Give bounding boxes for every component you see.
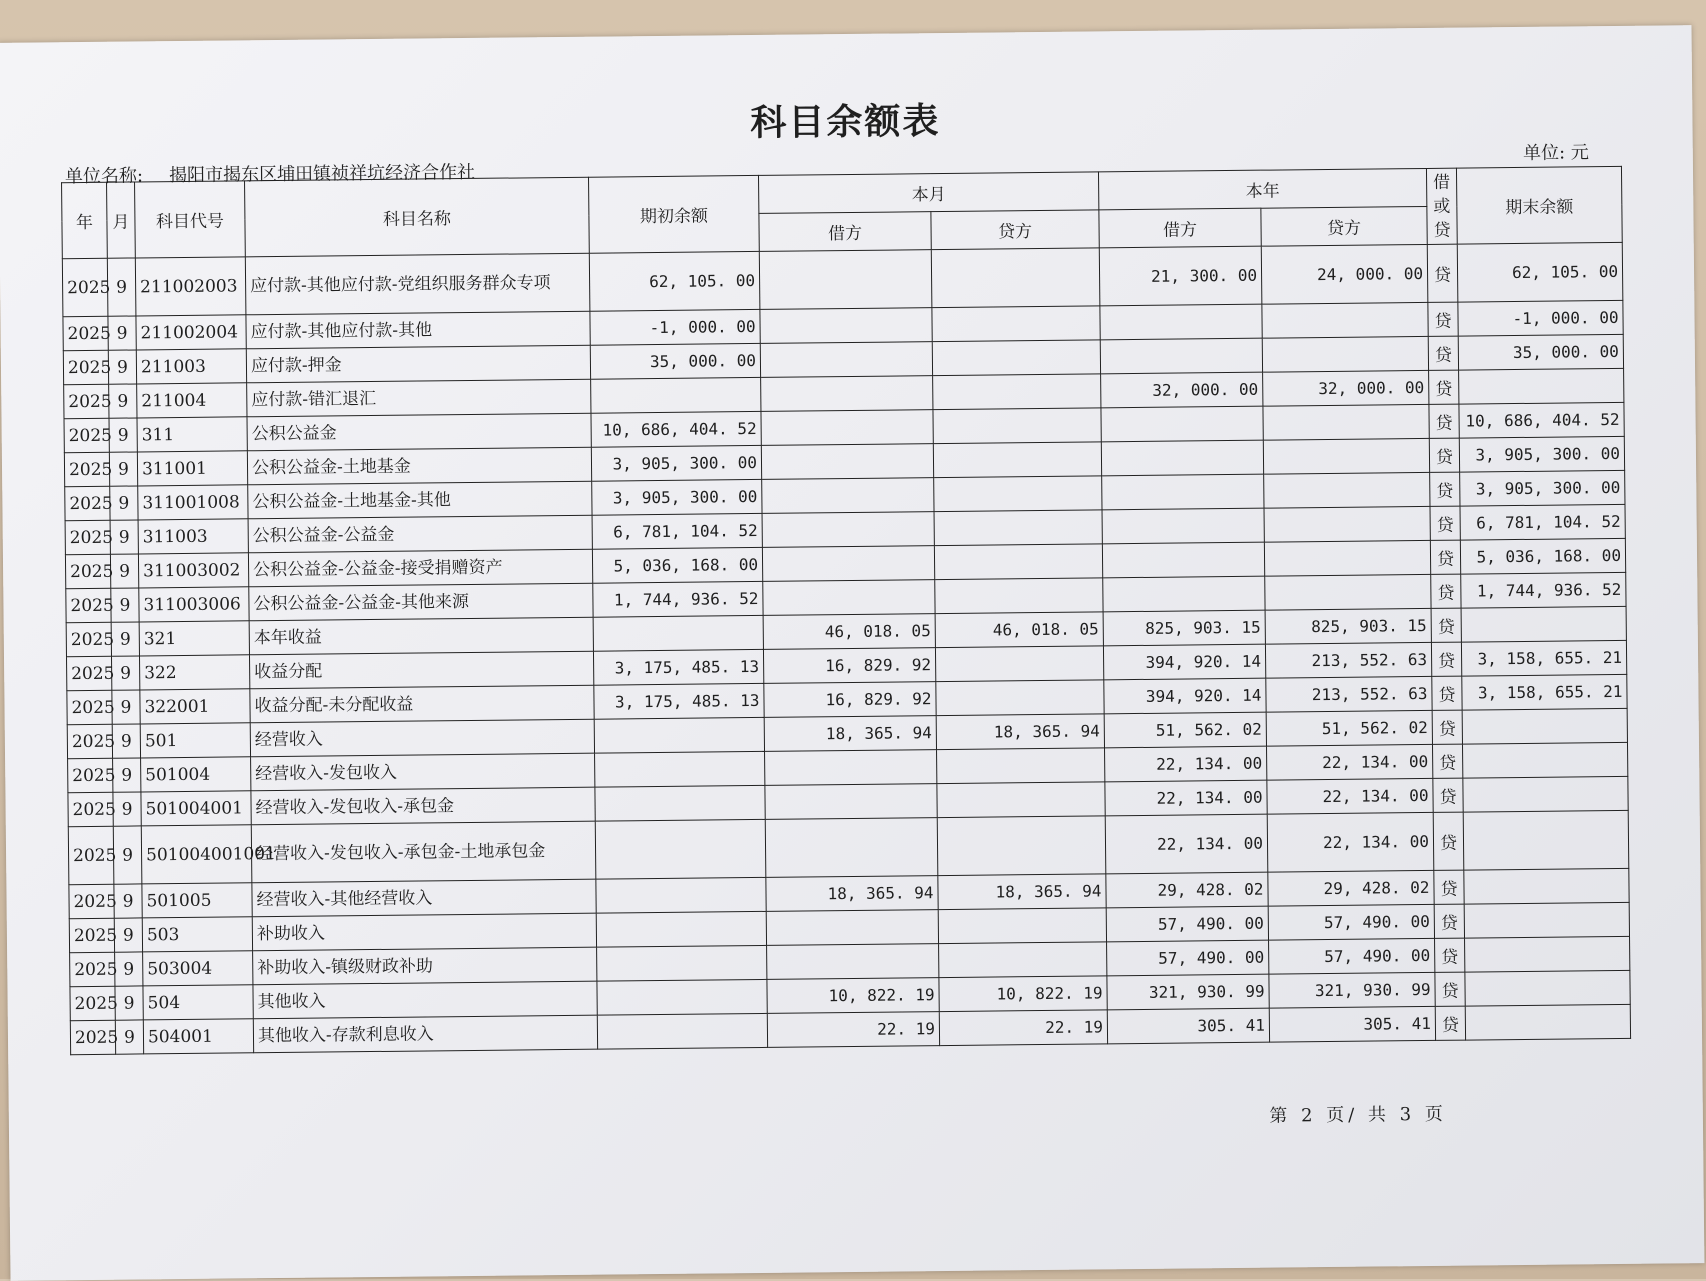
cell-month-credit (932, 306, 1100, 342)
cell-year-credit (1263, 404, 1429, 440)
cell-name: 经营收入-发包收入-承包金-土地承包金 (251, 821, 596, 883)
cell-month: 9 (115, 986, 143, 1020)
cell-code: 211002004 (136, 315, 246, 350)
cell-year: 2025 (66, 656, 111, 690)
cell-opening: 3, 905, 300. 00 (591, 445, 761, 481)
header-name: 科目名称 (245, 177, 590, 257)
cell-year-debit: 394, 920. 14 (1104, 678, 1266, 714)
cell-year-debit (1101, 440, 1263, 476)
cell-year-debit: 51, 562. 02 (1104, 712, 1266, 748)
cell-year: 2025 (65, 520, 110, 554)
header-closing: 期末余额 (1456, 166, 1622, 244)
cell-direction: 贷 (1434, 904, 1464, 938)
header-year-credit: 贷方 (1261, 206, 1427, 246)
cell-opening: 3, 905, 300. 00 (592, 479, 762, 515)
cell-month-credit (933, 374, 1101, 410)
cell-name: 收益分配-未分配收益 (250, 685, 594, 723)
cell-direction: 贷 (1431, 642, 1461, 676)
cell-opening (595, 751, 765, 787)
cell-closing: 1, 744, 936. 52 (1461, 572, 1626, 608)
cell-month: 9 (113, 826, 142, 884)
cell-month: 9 (109, 418, 137, 452)
cell-year: 2025 (66, 622, 111, 656)
cell-name: 公积公益金-土地基金-其他 (248, 481, 592, 519)
cell-opening: 6, 781, 104. 52 (592, 513, 762, 549)
cell-year-debit: 305. 41 (1107, 1008, 1269, 1044)
cell-code: 504001 (143, 1019, 253, 1054)
cell-opening (595, 785, 765, 821)
cell-name: 公积公益金-公益金-其他来源 (249, 583, 593, 621)
cell-year-credit (1264, 540, 1430, 576)
cell-month: 9 (111, 588, 139, 622)
cell-name: 经营收入-发包收入-承包金 (251, 787, 595, 825)
cell-direction: 贷 (1430, 472, 1460, 506)
cell-code: 211003 (136, 349, 246, 384)
cell-year-debit: 32, 000. 00 (1101, 372, 1263, 408)
cell-year-debit: 57, 490. 00 (1107, 940, 1269, 976)
cell-opening: 5, 036, 168. 00 (592, 547, 762, 583)
cell-year-credit: 29, 428. 02 (1268, 870, 1434, 906)
cell-month-debit: 10, 822. 19 (767, 978, 939, 1014)
cell-month-credit: 46, 018. 05 (935, 612, 1103, 648)
cell-year-debit (1101, 406, 1263, 442)
header-this-year: 本年 (1098, 168, 1426, 209)
cell-direction: 贷 (1428, 302, 1458, 336)
cell-month: 9 (111, 622, 139, 656)
cell-name: 本年收益 (249, 617, 593, 655)
cell-opening (593, 615, 763, 651)
cell-year: 2025 (68, 792, 113, 826)
cell-year-debit (1102, 542, 1264, 578)
cell-month: 9 (108, 350, 136, 384)
cell-opening (596, 877, 766, 913)
cell-year: 2025 (68, 758, 113, 792)
header-opening: 期初余额 (589, 175, 760, 253)
cell-month-credit (934, 476, 1102, 512)
cell-year-credit (1265, 574, 1431, 610)
cell-year: 2025 (62, 258, 108, 316)
cell-closing: 3, 905, 300. 00 (1460, 470, 1625, 506)
cell-code: 501004001001 (141, 825, 252, 884)
cell-month-credit (937, 782, 1105, 818)
cell-year: 2025 (67, 690, 112, 724)
cell-code: 311003002 (138, 553, 248, 588)
cell-month: 9 (108, 316, 136, 350)
cell-year-credit: 213, 552. 63 (1265, 642, 1431, 678)
cell-year: 2025 (64, 452, 109, 486)
cell-year: 2025 (67, 724, 112, 758)
unit-name-value: 揭阳市揭东区埔田镇祯祥坑经济合作社 (168, 161, 476, 187)
report-title: 科目余额表 (750, 100, 941, 145)
cell-month-credit (937, 748, 1105, 784)
cell-month-credit (934, 544, 1102, 580)
cell-month-credit (936, 680, 1104, 716)
cell-year: 2025 (70, 986, 115, 1020)
cell-opening (596, 911, 766, 947)
cell-name: 应付款-其他应付款-党组织服务群众专项 (245, 253, 590, 315)
cell-month-credit (932, 340, 1100, 376)
cell-year-debit (1100, 338, 1262, 374)
cell-direction: 贷 (1435, 938, 1465, 972)
cell-month-debit (760, 342, 932, 378)
cell-closing: 5, 036, 168. 00 (1460, 538, 1625, 574)
cell-year: 2025 (69, 918, 114, 952)
cell-opening (595, 819, 766, 879)
cell-code: 322 (139, 655, 249, 690)
header-year-debit: 借方 (1099, 208, 1261, 248)
header-direction: 借或贷 (1426, 168, 1457, 244)
cell-closing (1461, 606, 1626, 642)
cell-opening: 3, 175, 485. 13 (593, 649, 763, 685)
cell-code: 211002003 (135, 257, 246, 316)
cell-year-credit: 57, 490. 00 (1269, 938, 1435, 974)
cell-closing (1464, 902, 1629, 938)
cell-month: 9 (107, 258, 136, 316)
cell-month-debit: 22. 19 (767, 1012, 939, 1048)
cell-direction: 贷 (1427, 244, 1458, 302)
cell-month-debit (762, 478, 934, 514)
cell-name: 经营收入-发包收入 (251, 753, 595, 791)
cell-month-credit: 22. 19 (939, 1010, 1107, 1046)
cell-year-credit: 22, 134. 00 (1267, 778, 1433, 814)
cell-opening (591, 377, 761, 413)
cell-month-debit: 18, 365. 94 (764, 716, 936, 752)
cell-opening (594, 717, 764, 753)
ledger-body (62, 242, 1630, 1054)
cell-direction: 贷 (1430, 506, 1460, 540)
cell-year-debit: 29, 428. 02 (1106, 872, 1268, 908)
cell-closing (1464, 868, 1629, 904)
cell-closing: 3, 158, 655. 21 (1462, 674, 1627, 710)
cell-month-debit (765, 750, 937, 786)
cell-name: 经营收入 (250, 719, 594, 757)
cell-year-debit: 22, 134. 00 (1105, 780, 1267, 816)
cell-closing: 3, 905, 300. 00 (1459, 436, 1624, 472)
cell-year-debit (1102, 508, 1264, 544)
currency-unit: 单位: 元 (1522, 142, 1589, 164)
cell-month: 9 (109, 452, 137, 486)
cell-closing (1462, 742, 1627, 778)
cell-month: 9 (113, 758, 141, 792)
cell-opening: 62, 105. 00 (589, 251, 760, 311)
cell-month: 9 (110, 520, 138, 554)
cell-year-credit: 213, 552. 63 (1266, 676, 1432, 712)
cell-month: 9 (115, 952, 143, 986)
cell-month-debit (759, 250, 932, 310)
cell-name: 经营收入-其他经营收入 (252, 879, 596, 917)
cell-opening: 1, 744, 936. 52 (593, 581, 763, 617)
cell-year: 2025 (63, 350, 108, 384)
cell-code: 311001 (137, 451, 247, 486)
cell-year-credit: 22, 134. 00 (1267, 812, 1434, 872)
cell-month-credit (934, 510, 1102, 546)
cell-month-credit: 18, 365. 94 (938, 874, 1106, 910)
cell-closing: 62, 105. 00 (1457, 242, 1623, 302)
cell-year-debit (1100, 304, 1262, 340)
cell-year-debit: 57, 490. 00 (1106, 906, 1268, 942)
cell-closing (1463, 776, 1628, 812)
paper-sheet (0, 25, 1704, 1281)
cell-month-debit (762, 512, 934, 548)
cell-year: 2025 (64, 384, 109, 418)
header-this-month: 本月 (758, 172, 1098, 214)
cell-direction: 贷 (1429, 370, 1459, 404)
cell-year-credit: 57, 490. 00 (1268, 904, 1434, 940)
cell-opening (597, 1013, 767, 1049)
cell-closing (1465, 1004, 1630, 1040)
cell-month-debit (766, 910, 938, 946)
cell-closing (1465, 936, 1630, 972)
balance-table (61, 166, 1631, 1055)
cell-year-debit: 22, 134. 00 (1105, 814, 1268, 874)
cell-month: 9 (115, 1020, 143, 1054)
cell-code: 311003 (138, 519, 248, 554)
cell-direction: 贷 (1435, 1006, 1465, 1040)
cell-direction: 贷 (1433, 778, 1463, 812)
cell-name: 收益分配 (249, 651, 593, 689)
cell-month-credit (938, 908, 1106, 944)
cell-month-debit: 16, 829. 92 (763, 648, 935, 684)
cell-closing: 6, 781, 104. 52 (1460, 504, 1625, 540)
cell-year-credit: 825, 903. 15 (1265, 608, 1431, 644)
cell-month: 9 (111, 656, 139, 690)
cell-direction: 贷 (1434, 870, 1464, 904)
cell-month-credit (935, 578, 1103, 614)
cell-opening: 3, 175, 485. 13 (594, 683, 764, 719)
cell-direction: 贷 (1431, 608, 1461, 642)
cell-month: 9 (114, 918, 142, 952)
cell-direction: 贷 (1428, 336, 1458, 370)
cell-name: 应付款-错汇退汇 (247, 379, 591, 417)
cell-direction: 贷 (1433, 812, 1464, 870)
cell-month-credit: 18, 365. 94 (936, 714, 1104, 750)
cell-month-credit (933, 442, 1101, 478)
cell-code: 311 (137, 417, 247, 452)
cell-opening: -1, 000. 00 (590, 309, 760, 345)
cell-code: 503004 (143, 951, 253, 986)
cell-month-credit: 10, 822. 19 (939, 976, 1107, 1012)
cell-closing: 35, 000. 00 (1458, 334, 1623, 370)
cell-month: 9 (112, 724, 140, 758)
cell-name: 补助收入-镇级财政补助 (253, 947, 597, 985)
cell-month: 9 (113, 792, 141, 826)
cell-year-credit: 22, 134. 00 (1266, 744, 1432, 780)
cell-code: 321 (139, 621, 249, 656)
cell-opening (597, 945, 767, 981)
cell-year-debit: 825, 903. 15 (1103, 610, 1265, 646)
cell-year: 2025 (63, 316, 108, 350)
cell-month-debit (761, 376, 933, 412)
cell-name: 其他收入-存款利息收入 (253, 1015, 597, 1053)
cell-code: 211004 (137, 383, 247, 418)
cell-month-debit (765, 784, 937, 820)
cell-year-credit (1264, 506, 1430, 542)
cell-code: 322001 (140, 689, 250, 724)
cell-direction: 贷 (1432, 744, 1462, 778)
cell-month-credit (935, 646, 1103, 682)
cell-closing (1463, 810, 1629, 870)
cell-direction: 贷 (1429, 404, 1459, 438)
cell-month-debit (763, 580, 935, 616)
header-month-debit: 借方 (759, 212, 931, 252)
cell-code: 501004 (141, 757, 251, 792)
cell-year-credit (1263, 438, 1429, 474)
unit-name-label: 单位名称: (64, 165, 144, 188)
cell-month-debit (760, 308, 932, 344)
cell-direction: 贷 (1432, 676, 1462, 710)
cell-month-credit (937, 816, 1106, 876)
cell-month: 9 (110, 554, 138, 588)
header-code: 科目代号 (135, 181, 246, 258)
cell-month: 9 (112, 690, 140, 724)
cell-year: 2025 (70, 1020, 115, 1054)
cell-closing (1465, 970, 1630, 1006)
page-indicator: 第 2 页/ 共 3 页 (1269, 1103, 1447, 1127)
cell-year-credit (1262, 336, 1428, 372)
cell-month: 9 (114, 884, 142, 918)
cell-year: 2025 (70, 952, 115, 986)
cell-year: 2025 (65, 486, 110, 520)
cell-year-credit: 321, 930. 99 (1269, 972, 1435, 1008)
cell-year: 2025 (66, 588, 111, 622)
cell-month-debit: 18, 365. 94 (766, 876, 938, 912)
cell-year-debit: 394, 920. 14 (1103, 644, 1265, 680)
cell-year-debit: 21, 300. 00 (1099, 246, 1262, 306)
cell-opening (597, 979, 767, 1015)
cell-closing: 10, 686, 404. 52 (1459, 402, 1624, 438)
cell-name: 补助收入 (252, 913, 596, 951)
cell-code: 503 (142, 917, 252, 952)
cell-name: 公积公益金-土地基金 (247, 447, 591, 485)
cell-closing (1462, 708, 1627, 744)
cell-year-credit: 51, 562. 02 (1266, 710, 1432, 746)
cell-closing: 3, 158, 655. 21 (1461, 640, 1626, 676)
cell-direction: 贷 (1432, 710, 1462, 744)
cell-direction: 贷 (1431, 574, 1461, 608)
cell-year: 2025 (69, 884, 114, 918)
cell-name: 公积公益金-公益金 (248, 515, 592, 553)
cell-year-debit (1102, 474, 1264, 510)
cell-month-debit (762, 546, 934, 582)
cell-name: 应付款-押金 (246, 345, 590, 383)
cell-month-debit (765, 818, 938, 878)
cell-year-credit (1262, 302, 1428, 338)
cell-year-debit (1103, 576, 1265, 612)
cell-month-debit (767, 944, 939, 980)
cell-month-debit: 46, 018. 05 (763, 614, 935, 650)
cell-year-debit: 321, 930. 99 (1107, 974, 1269, 1010)
header-month-credit: 贷方 (931, 210, 1099, 250)
cell-month-debit (761, 444, 933, 480)
cell-month: 9 (109, 384, 137, 418)
cell-month-credit (939, 942, 1107, 978)
cell-year-debit: 22, 134. 00 (1105, 746, 1267, 782)
cell-name: 应付款-其他应付款-其他 (246, 311, 590, 349)
cell-direction: 贷 (1430, 540, 1460, 574)
cell-name: 其他收入 (253, 981, 597, 1019)
cell-opening: 10, 686, 404. 52 (591, 411, 761, 447)
cell-code: 501005 (142, 883, 252, 918)
cell-code: 501 (140, 723, 250, 758)
header-year: 年 (62, 182, 108, 258)
cell-opening: 35, 000. 00 (590, 343, 760, 379)
cell-year-credit: 24, 000. 00 (1261, 244, 1428, 304)
cell-year: 2025 (68, 826, 114, 884)
cell-year-credit (1264, 472, 1430, 508)
header-month: 月 (107, 182, 136, 258)
cell-name: 公积公益金-公益金-接受捐赠资产 (248, 549, 592, 587)
cell-closing: -1, 000. 00 (1458, 300, 1623, 336)
cell-direction: 贷 (1429, 438, 1459, 472)
cell-month-credit (933, 408, 1101, 444)
cell-month-debit: 16, 829. 92 (764, 682, 936, 718)
cell-year: 2025 (65, 554, 110, 588)
cell-year: 2025 (64, 418, 109, 452)
cell-year-credit: 305. 41 (1269, 1006, 1435, 1042)
cell-code: 501004001 (141, 791, 251, 826)
cell-year-credit: 32, 000. 00 (1263, 370, 1429, 406)
cell-code: 504 (143, 985, 253, 1020)
cell-month-credit (931, 248, 1100, 308)
cell-code: 311003006 (139, 587, 249, 622)
cell-month: 9 (110, 486, 138, 520)
cell-direction: 贷 (1435, 972, 1465, 1006)
cell-code: 311001008 (138, 485, 248, 520)
cell-name: 公积公益金 (247, 413, 591, 451)
cell-closing (1459, 368, 1624, 404)
cell-month-debit (761, 410, 933, 446)
